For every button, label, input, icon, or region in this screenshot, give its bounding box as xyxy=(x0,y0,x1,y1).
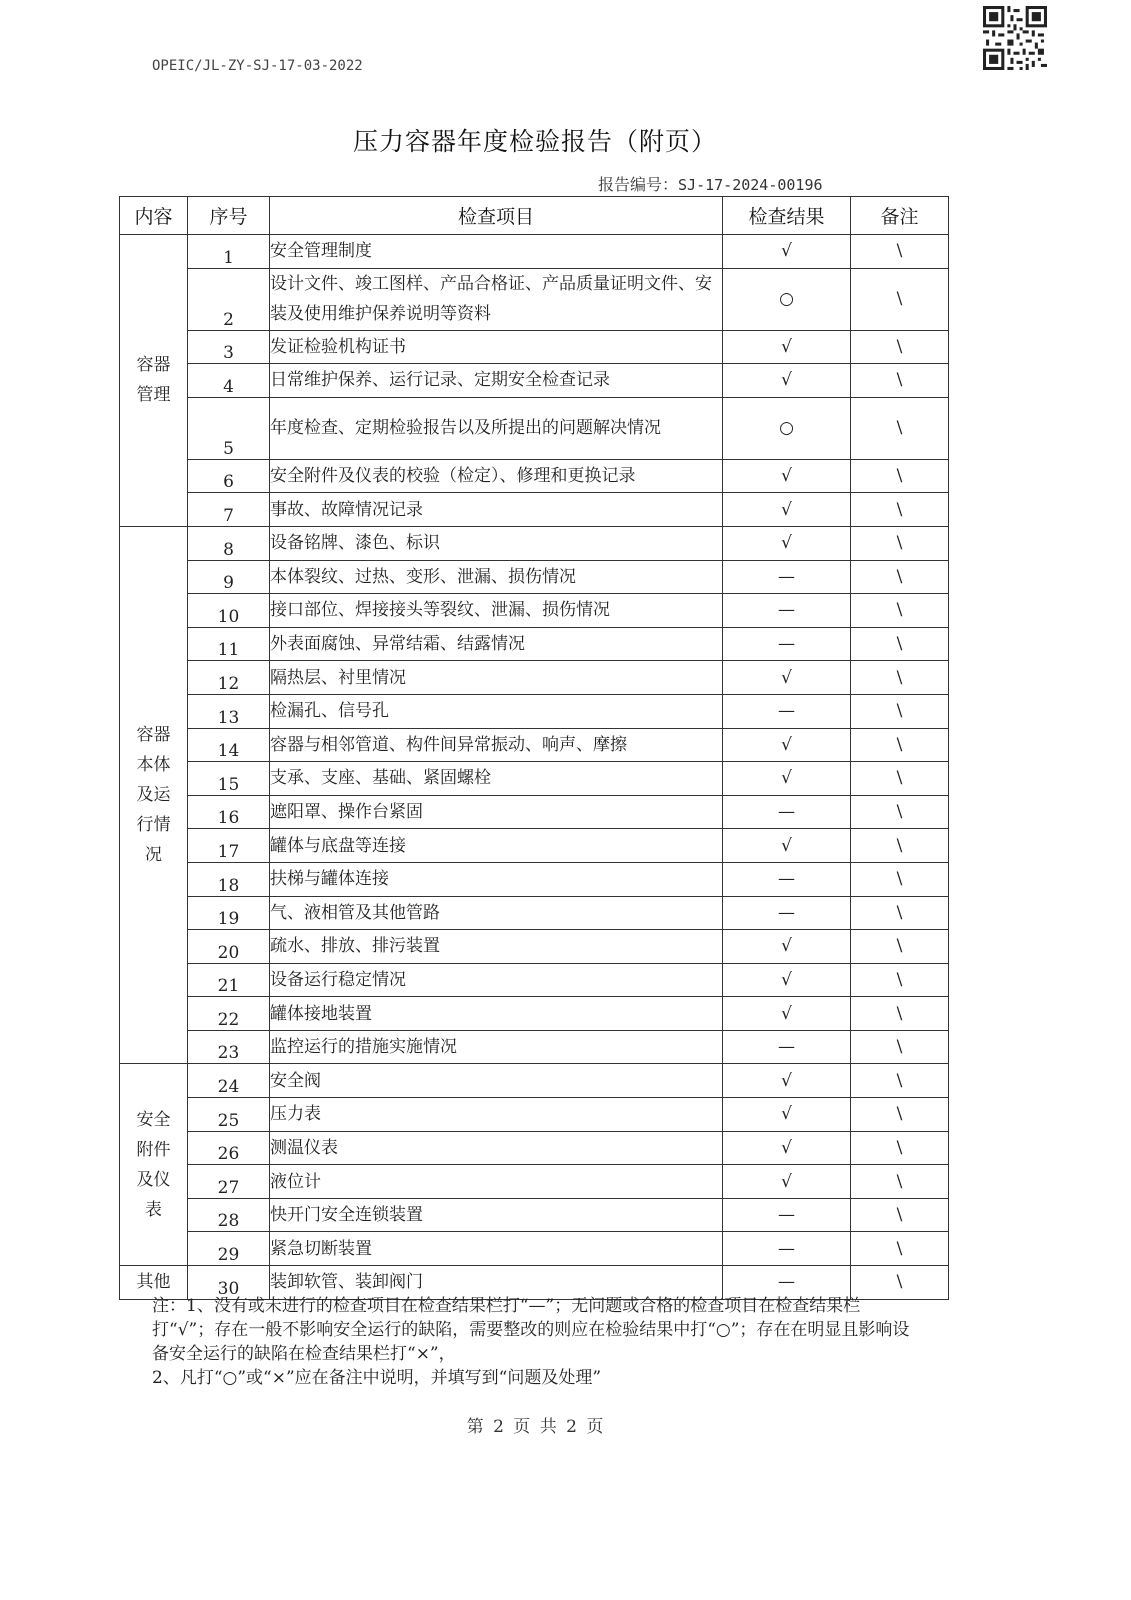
item-cell: 日常维护保养、运行记录、定期安全检查记录 xyxy=(270,364,723,398)
category-line: 本体 xyxy=(136,755,171,776)
category-line: 安全 xyxy=(136,1109,171,1130)
no-cell: 14 xyxy=(188,728,270,762)
item-cell: 外表面腐蚀、异常结霜、结露情况 xyxy=(270,627,723,661)
table-row xyxy=(120,459,949,493)
header-remark: 备注 xyxy=(851,197,949,235)
no-cell: 8 xyxy=(188,526,270,560)
no-cell: 18 xyxy=(188,862,270,896)
item-cell: 测温仪表 xyxy=(270,1131,723,1165)
table-row xyxy=(120,1131,949,1165)
remark-cell: \ xyxy=(851,397,949,459)
header-no: 序号 xyxy=(188,197,270,235)
item-cell: 紧急切断装置 xyxy=(270,1232,723,1266)
remark-cell: \ xyxy=(851,1098,949,1132)
table-body xyxy=(120,235,949,1300)
table-row xyxy=(120,661,949,695)
remark-cell: \ xyxy=(851,829,949,863)
item-cell: 年度检查、定期检验报告以及所提出的问题解决情况 xyxy=(270,397,723,459)
note-1: 注：1、没有或未进行的检查项目在检查结果栏打“—”；无问题或合格的检查项目在检查结果栏打“√”；存在一般不影响安全运行的缺陷，需要整改的则应在检验结果中打“○”；存在在明显且影响设备安全运行的缺陷在检查结果栏打“×”， xyxy=(152,1296,910,1364)
note-2: 2、凡打“○”或“×”应在备注中说明，并填写到“问题及处理” xyxy=(152,1368,602,1388)
category-cell xyxy=(120,235,188,527)
remark-cell: \ xyxy=(851,862,949,896)
footer-mid: 页 xyxy=(513,1417,531,1437)
category-line: 行情 xyxy=(136,815,171,836)
result-cell: — xyxy=(723,627,851,661)
item-cell: 安全管理制度 xyxy=(270,235,723,269)
remark-cell: \ xyxy=(851,1030,949,1064)
result-cell: √ xyxy=(723,330,851,364)
footer-suffix: 页 xyxy=(586,1417,604,1437)
no-cell: 15 xyxy=(188,762,270,796)
remark-cell: \ xyxy=(851,364,949,398)
result-cell: — xyxy=(723,1198,851,1232)
no-cell: 10 xyxy=(188,594,270,628)
item-cell: 隔热层、衬里情况 xyxy=(270,661,723,695)
item-cell: 安全附件及仪表的校验（检定）、修理和更换记录 xyxy=(270,459,723,493)
result-cell: — xyxy=(723,1030,851,1064)
remark-cell: \ xyxy=(851,459,949,493)
result-cell: √ xyxy=(723,1131,851,1165)
item-cell: 快开门安全连锁装置 xyxy=(270,1198,723,1232)
item-cell: 支承、支座、基础、紧固螺栓 xyxy=(270,762,723,796)
result-cell: — xyxy=(723,1266,851,1300)
result-cell: — xyxy=(723,560,851,594)
result-cell: — xyxy=(723,1232,851,1266)
table-row xyxy=(120,694,949,728)
result-cell: √ xyxy=(723,762,851,796)
header-item: 检查项目 xyxy=(270,197,723,235)
item-cell: 检漏孔、信号孔 xyxy=(270,694,723,728)
footer-total-label: 共 xyxy=(539,1417,557,1437)
result-cell: ○ xyxy=(723,397,851,459)
result-cell: √ xyxy=(723,930,851,964)
remark-cell: \ xyxy=(851,1064,949,1098)
result-cell: √ xyxy=(723,963,851,997)
item-cell: 装卸软管、装卸阀门 xyxy=(270,1266,723,1300)
remark-cell: \ xyxy=(851,1165,949,1199)
result-cell: √ xyxy=(723,493,851,527)
table-row xyxy=(120,493,949,527)
result-cell: √ xyxy=(723,728,851,762)
remark-cell: \ xyxy=(851,560,949,594)
no-cell: 28 xyxy=(188,1198,270,1232)
remark-cell: \ xyxy=(851,661,949,695)
table-row xyxy=(120,896,949,930)
item-cell: 本体裂纹、过热、变形、泄漏、损伤情况 xyxy=(270,560,723,594)
table-header-row xyxy=(120,197,949,235)
category-line: 容器 xyxy=(136,725,171,746)
report-number xyxy=(598,172,823,195)
no-cell: 19 xyxy=(188,896,270,930)
table-row xyxy=(120,397,949,459)
no-cell: 1 xyxy=(188,235,270,269)
remark-cell: \ xyxy=(851,963,949,997)
no-cell: 2 xyxy=(188,268,270,330)
item-cell: 设备铭牌、漆色、标识 xyxy=(270,526,723,560)
no-cell: 27 xyxy=(188,1165,270,1199)
no-cell: 21 xyxy=(188,963,270,997)
no-cell: 12 xyxy=(188,661,270,695)
result-cell: — xyxy=(723,694,851,728)
no-cell: 5 xyxy=(188,397,270,459)
no-cell: 26 xyxy=(188,1131,270,1165)
remark-cell: \ xyxy=(851,1198,949,1232)
report-number-value: SJ-17-2024-00196 xyxy=(678,176,823,194)
item-cell: 扶梯与罐体连接 xyxy=(270,862,723,896)
result-cell: √ xyxy=(723,997,851,1031)
category-line: 其他 xyxy=(136,1272,171,1293)
remark-cell: \ xyxy=(851,1131,949,1165)
table-row xyxy=(120,526,949,560)
item-cell: 监控运行的措施实施情况 xyxy=(270,1030,723,1064)
remark-cell: \ xyxy=(851,268,949,330)
remark-cell: \ xyxy=(851,1266,949,1300)
table-row xyxy=(120,1198,949,1232)
result-cell: — xyxy=(723,862,851,896)
no-cell: 30 xyxy=(188,1266,270,1300)
result-cell: ○ xyxy=(723,268,851,330)
item-cell: 气、液相管及其他管路 xyxy=(270,896,723,930)
item-cell: 安全阀 xyxy=(270,1064,723,1098)
remark-cell: \ xyxy=(851,235,949,269)
category-cell xyxy=(120,1064,188,1266)
result-cell: √ xyxy=(723,364,851,398)
table-row xyxy=(120,795,949,829)
inspection-table xyxy=(119,196,949,1300)
remark-cell: \ xyxy=(851,330,949,364)
no-cell: 17 xyxy=(188,829,270,863)
page-footer xyxy=(0,1412,1070,1437)
result-cell: √ xyxy=(723,1165,851,1199)
table-row xyxy=(120,560,949,594)
remark-cell: \ xyxy=(851,594,949,628)
table-row xyxy=(120,728,949,762)
result-cell: √ xyxy=(723,829,851,863)
category-line: 表 xyxy=(145,1199,162,1220)
no-cell: 6 xyxy=(188,459,270,493)
no-cell: 7 xyxy=(188,493,270,527)
remark-cell: \ xyxy=(851,728,949,762)
page-title: 压力容器年度检验报告（附页） xyxy=(352,127,717,156)
result-cell: √ xyxy=(723,459,851,493)
qr-code-icon xyxy=(983,6,1047,70)
report-number-label: 报告编号： xyxy=(598,175,679,194)
item-cell: 设备运行稳定情况 xyxy=(270,963,723,997)
remark-cell: \ xyxy=(851,627,949,661)
table-row xyxy=(120,762,949,796)
table-row xyxy=(120,997,949,1031)
result-cell: — xyxy=(723,795,851,829)
category-line: 况 xyxy=(145,845,162,866)
no-cell: 11 xyxy=(188,627,270,661)
remark-cell: \ xyxy=(851,795,949,829)
table-row xyxy=(120,1232,949,1266)
result-cell: — xyxy=(723,594,851,628)
table-row xyxy=(120,963,949,997)
no-cell: 22 xyxy=(188,997,270,1031)
table-row xyxy=(120,364,949,398)
item-cell: 疏水、排放、排污装置 xyxy=(270,930,723,964)
category-line: 容器 xyxy=(136,355,171,376)
table-row xyxy=(120,930,949,964)
category-line: 及仪 xyxy=(136,1169,171,1190)
table-row xyxy=(120,268,949,330)
item-cell: 液位计 xyxy=(270,1165,723,1199)
table-row xyxy=(120,1165,949,1199)
no-cell: 16 xyxy=(188,795,270,829)
category-cell xyxy=(120,526,188,1064)
no-cell: 4 xyxy=(188,364,270,398)
no-cell: 9 xyxy=(188,560,270,594)
item-cell: 罐体与底盘等连接 xyxy=(270,829,723,863)
category-line: 管理 xyxy=(136,385,171,406)
no-cell: 13 xyxy=(188,694,270,728)
category-line: 及运 xyxy=(136,785,171,806)
remark-cell: \ xyxy=(851,526,949,560)
result-cell: √ xyxy=(723,526,851,560)
remark-cell: \ xyxy=(851,997,949,1031)
footer-total: 2 xyxy=(566,1417,577,1437)
item-cell: 事故、故障情况记录 xyxy=(270,493,723,527)
no-cell: 23 xyxy=(188,1030,270,1064)
footer-page: 2 xyxy=(493,1417,504,1437)
table-row xyxy=(120,829,949,863)
no-cell: 20 xyxy=(188,930,270,964)
result-cell: √ xyxy=(723,235,851,269)
table-row xyxy=(120,235,949,269)
result-cell: √ xyxy=(723,1064,851,1098)
result-cell: — xyxy=(723,896,851,930)
remark-cell: \ xyxy=(851,930,949,964)
header-category: 内容 xyxy=(120,197,188,235)
table-row xyxy=(120,862,949,896)
table-row xyxy=(120,1064,949,1098)
no-cell: 29 xyxy=(188,1232,270,1266)
item-cell: 接口部位、焊接接头等裂纹、泄漏、损伤情况 xyxy=(270,594,723,628)
category-line: 附件 xyxy=(136,1139,171,1160)
result-cell: √ xyxy=(723,661,851,695)
no-cell: 25 xyxy=(188,1098,270,1132)
result-cell: √ xyxy=(723,1098,851,1132)
item-cell: 压力表 xyxy=(270,1098,723,1132)
no-cell: 24 xyxy=(188,1064,270,1098)
item-cell: 设计文件、竣工图样、产品合格证、产品质量证明文件、安装及使用维护保养说明等资料 xyxy=(270,268,723,330)
item-cell: 遮阳罩、操作台紧固 xyxy=(270,795,723,829)
document-code: OPEIC/JL-ZY-SJ-17-03-2022 xyxy=(152,58,363,74)
remark-cell: \ xyxy=(851,1232,949,1266)
table-row xyxy=(120,330,949,364)
no-cell: 3 xyxy=(188,330,270,364)
remark-cell: \ xyxy=(851,694,949,728)
table-row xyxy=(120,1030,949,1064)
item-cell: 发证检验机构证书 xyxy=(270,330,723,364)
item-cell: 容器与相邻管道、构件间异常振动、响声、摩擦 xyxy=(270,728,723,762)
remark-cell: \ xyxy=(851,493,949,527)
footer-prefix: 第 xyxy=(466,1417,484,1437)
header-result: 检查结果 xyxy=(723,197,851,235)
remark-cell: \ xyxy=(851,896,949,930)
notes xyxy=(152,1294,922,1390)
item-cell: 罐体接地装置 xyxy=(270,997,723,1031)
remark-cell: \ xyxy=(851,762,949,796)
table-row xyxy=(120,627,949,661)
table-row xyxy=(120,1098,949,1132)
table-row xyxy=(120,594,949,628)
